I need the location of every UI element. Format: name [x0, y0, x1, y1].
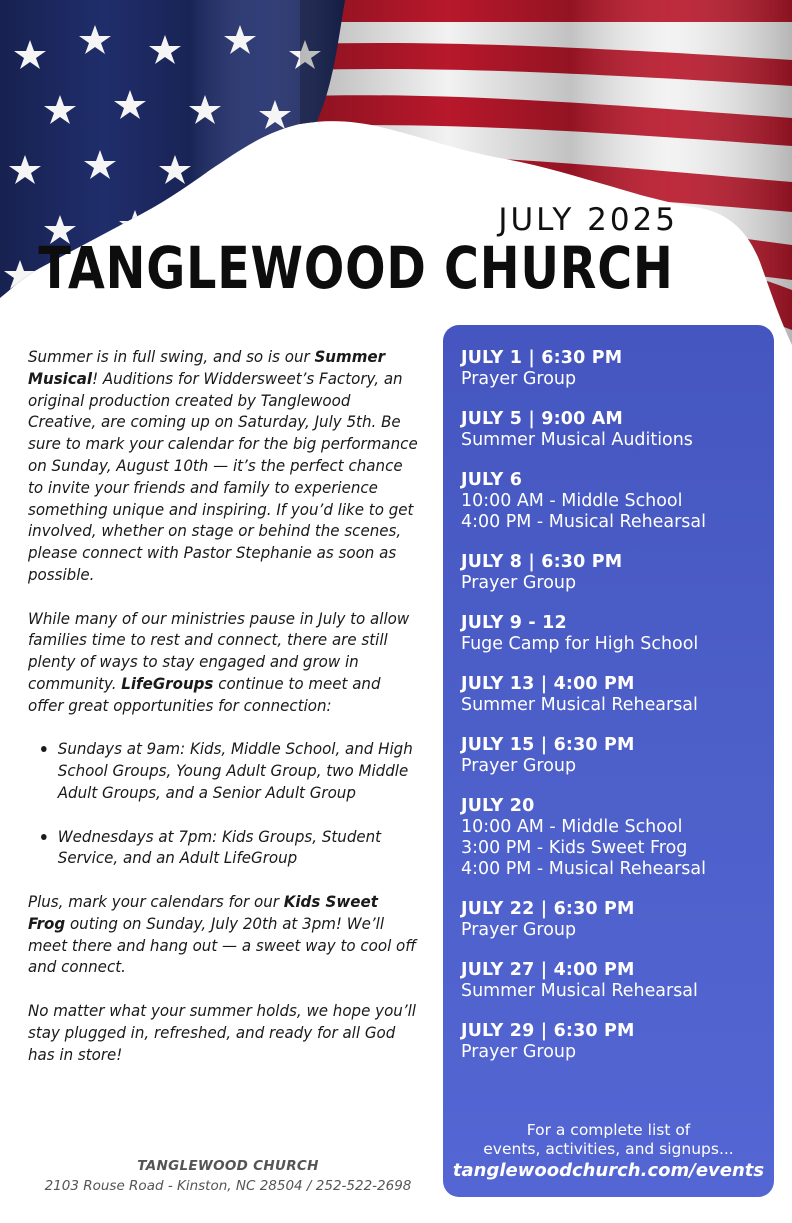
- events-link[interactable]: tanglewoodchurch.com/events: [452, 1160, 765, 1181]
- paragraph-text: outing on Sunday, July 20th at 3pm! We’ll meet there and hang out — a sweet way to cool off and connect.: [28, 913, 417, 977]
- event-item: [461, 612, 774, 654]
- event-item: [461, 898, 774, 940]
- event-date: JULY 5 | 9:00 AM: [461, 408, 623, 429]
- emphasis-text: Kids Sweet Frog: [28, 891, 378, 933]
- panel-footer-line-1: For a complete list of: [526, 1121, 691, 1139]
- paragraph-text: While many of our ministries pause in July to allow families time to rest and connect, there are still plenty of ways to stay engaged and grow in community.: [28, 608, 410, 693]
- event-date: JULY 13 | 4:00 PM: [461, 673, 635, 694]
- page-title: TANGLEWOOD CHURCH: [38, 234, 674, 302]
- list-item: Wednesdays at 7pm: Kids Groups, Student Service, and an Adult LifeGroup: [28, 826, 419, 870]
- event-description: Summer Musical Auditions: [461, 429, 693, 450]
- event-date: JULY 29 | 6:30 PM: [461, 1020, 635, 1041]
- event-item: [461, 551, 774, 593]
- american-flag-image: [0, 0, 792, 360]
- event-date: JULY 20: [461, 795, 535, 816]
- events-panel-footer: [443, 1121, 774, 1183]
- emphasis-text: LifeGroups: [121, 673, 214, 693]
- flag-banner: [0, 0, 792, 360]
- church-footer: [28, 1158, 428, 1194]
- paragraph-text: ! Auditions for Widdersweet’s Factory, an original production created by Tanglewood Creative, are coming up on Saturday, July 5th. Be sure to mark your calendar for the big performance on Sunday, August 10th — it’s the perfect chance to invite your friends and family to experience something unique and inspiring. If you’d like to get involved, whether on stage or behind the scenes, please connect with Pastor Stephanie as soon as possible.: [28, 368, 418, 584]
- lifegroups-list: [28, 738, 419, 869]
- intro-paragraph-4: No matter what your summer holds, we hope you’ll stay plugged in, refreshed, and ready for all God has in store!: [28, 1000, 416, 1064]
- event-item: [461, 734, 774, 776]
- event-description: Prayer Group: [461, 755, 577, 776]
- event-description: Prayer Group: [461, 1041, 577, 1062]
- footer-address: 2103 Rouse Road - Kinston, NC 28504 / 252-522-2698: [44, 1178, 412, 1194]
- event-description: Prayer Group: [461, 919, 577, 940]
- event-item: [461, 347, 774, 389]
- event-item: [461, 469, 774, 532]
- footer-church-name: TANGLEWOOD CHURCH: [137, 1158, 319, 1174]
- event-item: [461, 795, 774, 879]
- event-description: Summer Musical Rehearsal: [461, 694, 698, 715]
- paragraph-text: continue to meet and offer great opportunities for connection:: [28, 673, 381, 715]
- event-date: JULY 27 | 4:00 PM: [461, 959, 635, 980]
- events-list: [461, 347, 774, 1062]
- event-item: [461, 959, 774, 1001]
- event-description: Fuge Camp for High School: [461, 633, 699, 654]
- event-description: 10:00 AM - Middle School: [461, 816, 683, 837]
- event-description: Prayer Group: [461, 572, 577, 593]
- event-item: [461, 1020, 774, 1062]
- intro-paragraph-2: [28, 608, 419, 717]
- event-date: JULY 15 | 6:30 PM: [461, 734, 635, 755]
- event-date: JULY 1 | 6:30 PM: [461, 347, 623, 368]
- event-date: JULY 22 | 6:30 PM: [461, 898, 635, 919]
- event-date: JULY 8 | 6:30 PM: [461, 551, 623, 572]
- event-date: JULY 6: [461, 469, 523, 490]
- newsletter-body: [28, 346, 419, 1087]
- event-description: 4:00 PM - Musical Rehearsal: [461, 511, 706, 532]
- event-description: Summer Musical Rehearsal: [461, 980, 698, 1001]
- intro-paragraph-1: [28, 346, 419, 586]
- event-description: 3:00 PM - Kids Sweet Frog: [461, 837, 688, 858]
- event-date: JULY 9 - 12: [461, 612, 567, 633]
- issue-month: JULY 2025: [498, 202, 678, 238]
- paragraph-text: Plus, mark your calendars for our: [28, 891, 284, 911]
- event-description: 4:00 PM - Musical Rehearsal: [461, 858, 706, 879]
- panel-footer-line-2: events, activities, and signups...: [483, 1140, 734, 1158]
- emphasis-text: Summer Musical: [28, 347, 386, 388]
- event-description: 10:00 AM - Middle School: [461, 490, 683, 511]
- list-item: Sundays at 9am: Kids, Middle School, and High School Groups, Young Adult Group, two Middle Adult Groups, and a Senior Adult Group: [28, 738, 419, 803]
- event-description: Prayer Group: [461, 368, 577, 389]
- event-item: [461, 408, 774, 450]
- event-item: [461, 673, 774, 715]
- events-panel: [443, 325, 774, 1197]
- intro-paragraph-3: [28, 891, 419, 978]
- paragraph-text: Summer is in full swing, and so is our: [28, 347, 315, 366]
